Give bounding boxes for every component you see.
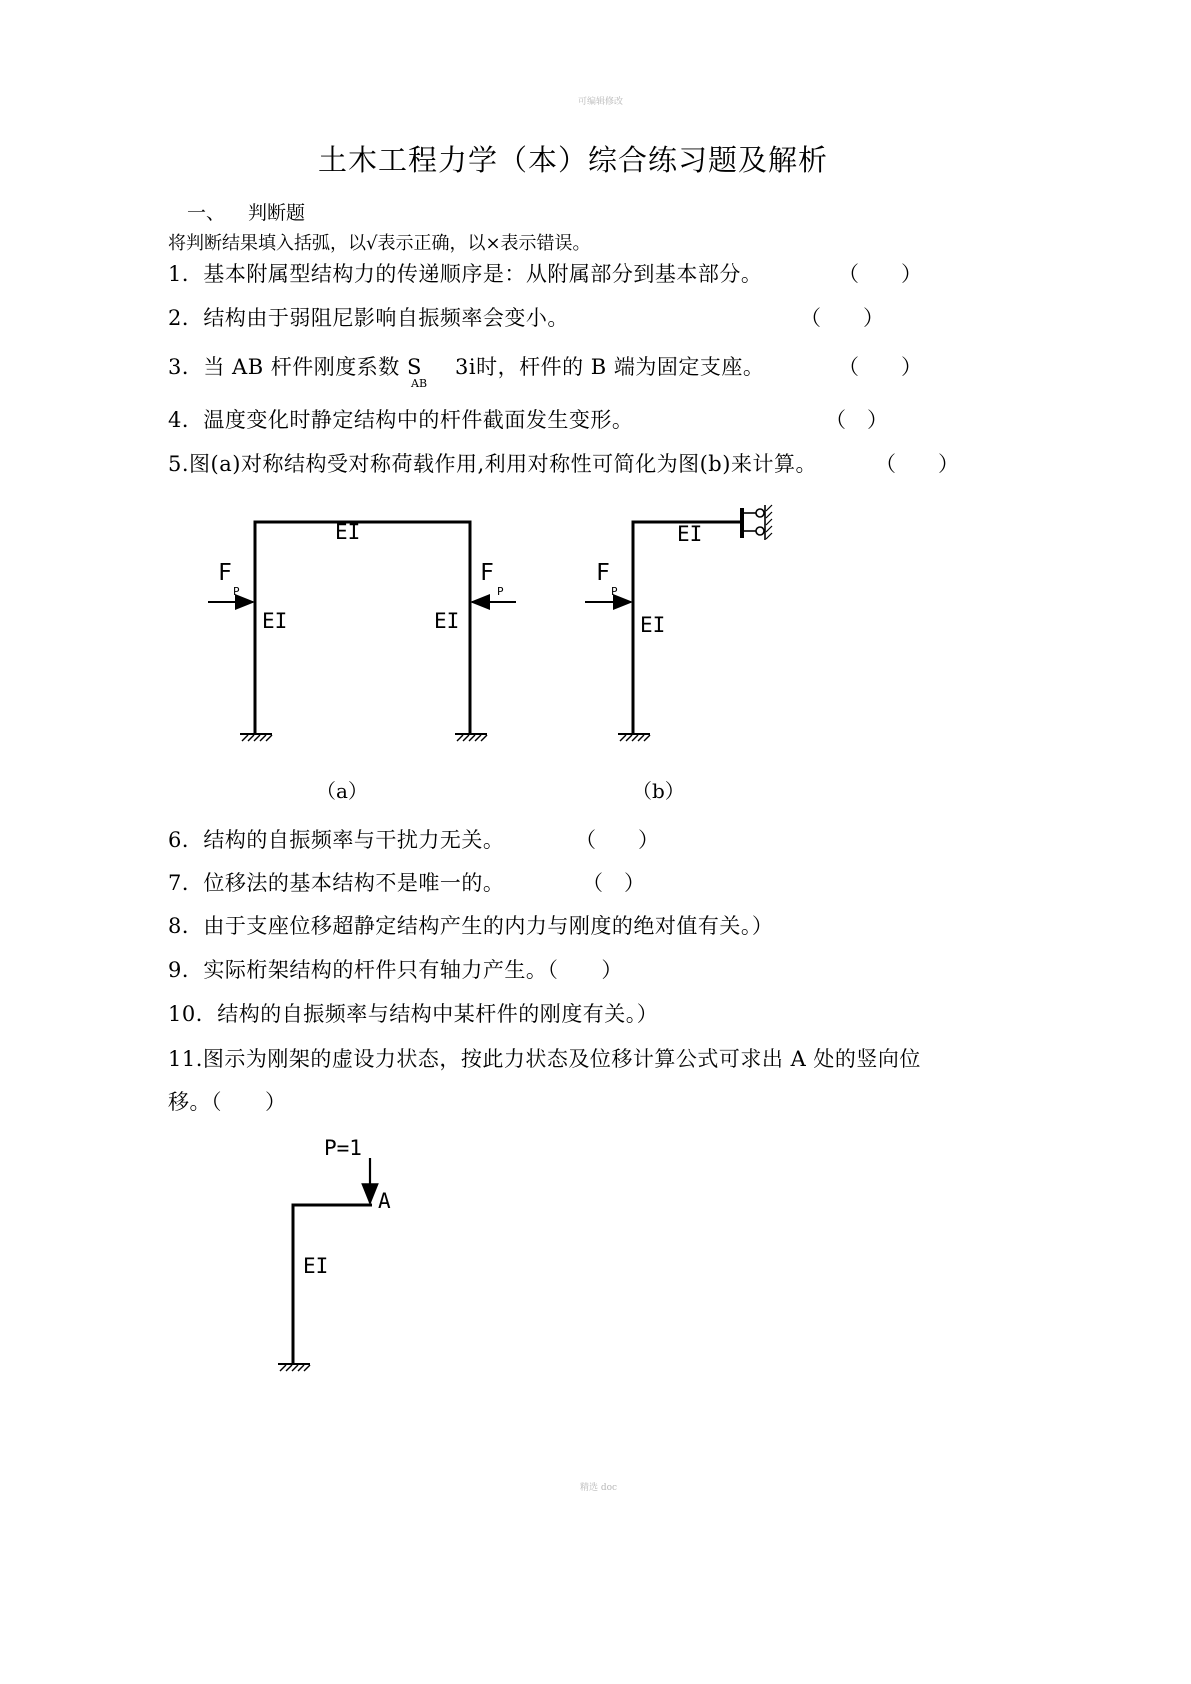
figure-a-caption: （a） [316, 779, 368, 803]
question-5: 5.图(a)对称结构受对称荷载作用,利用对称性可简化为图(b)来计算。 [168, 452, 817, 476]
q11-unit-load-label: P=1 [324, 1136, 362, 1160]
figure-a-right-fixed-support [455, 734, 487, 741]
question-11-line-1: 11.图示为刚架的虚设力状态，按此力状态及位移计算公式可求出 A 处的竖向位 [168, 1047, 921, 1071]
figure-b-load-label: F [596, 560, 610, 586]
question-3-part-a: 3．当 AB 杆件刚度系数 S [168, 355, 422, 379]
figure-a-left-column-ei-label: EI [262, 609, 288, 633]
document-title: 土木工程力学（本）综合练习题及解析 [318, 143, 829, 177]
instruction-text: 将判断结果填入括弧，以√表示正确，以×表示错误。 [168, 233, 591, 254]
answer-blank-5: （ ） [875, 452, 959, 476]
figure-a-left-load-label: F [218, 560, 232, 586]
q11-point-a-label: A [378, 1189, 391, 1213]
q11-frame [293, 1205, 372, 1363]
question-1: 1．基本附属型结构力的传递顺序是：从附属部分到基本部分。 [168, 262, 763, 286]
figure-b-fixed-support [618, 734, 650, 741]
figure-b-beam-ei-label: EI [677, 522, 703, 546]
figure-b-load-subscript: P [611, 585, 618, 598]
answer-blank-2: （ ） [800, 306, 884, 330]
figure-a-left-load-subscript: P [233, 585, 240, 598]
question-10: 10．结构的自振频率与结构中某杆件的刚度有关。） [168, 1002, 659, 1026]
q11-frame-figure [0, 1100, 1191, 1400]
section-number: 一、 [187, 202, 226, 224]
figure-a-beam-ei-label: EI [335, 520, 361, 544]
figure-b-column-ei-label: EI [640, 613, 666, 637]
figure-a-right-column-ei-label: EI [434, 609, 460, 633]
question-2: 2．结构由于弱阻尼影响自振频率会变小。 [168, 306, 569, 330]
figure-a-right-load-subscript: P [497, 585, 504, 598]
question-6: 6．结构的自振频率与干扰力无关。 [168, 828, 505, 852]
answer-blank-6: （ ） [575, 828, 659, 852]
question-3-subscript: AB [411, 377, 428, 390]
figure-b-sliding-support [740, 505, 772, 540]
page-footer: 精选 doc [580, 1483, 618, 1493]
question-9: 9．实际桁架结构的杆件只有轴力产生。（ ） [168, 958, 623, 982]
answer-blank-4: （ ） [825, 408, 888, 432]
question-8: 8．由于支座位移超静定结构产生的内力与刚度的绝对值有关。） [168, 914, 774, 938]
figure-a-left-fixed-support [240, 734, 272, 741]
answer-blank-3: （ ） [838, 355, 922, 379]
figure-b-caption: （b） [632, 779, 685, 803]
page-header: 可编辑修改 [578, 97, 624, 107]
question-11-line-2: 移。（ ） [168, 1090, 287, 1114]
q11-fixed-support [278, 1364, 310, 1371]
figure-a-right-load-label: F [480, 560, 494, 586]
question-7: 7．位移法的基本结构不是唯一的。 [168, 871, 505, 895]
question-4: 4．温度变化时静定结构中的杆件截面发生变形。 [168, 408, 634, 432]
answer-blank-7: （ ） [582, 871, 645, 895]
answer-blank-1: （ ） [838, 262, 922, 286]
q11-ei-label: EI [303, 1254, 329, 1278]
section-heading: 判断题 [248, 202, 306, 224]
question-3-part-b: 3i时，杆件的 B 端为固定支座。 [455, 355, 765, 379]
q5-frame-figure [0, 0, 1191, 820]
